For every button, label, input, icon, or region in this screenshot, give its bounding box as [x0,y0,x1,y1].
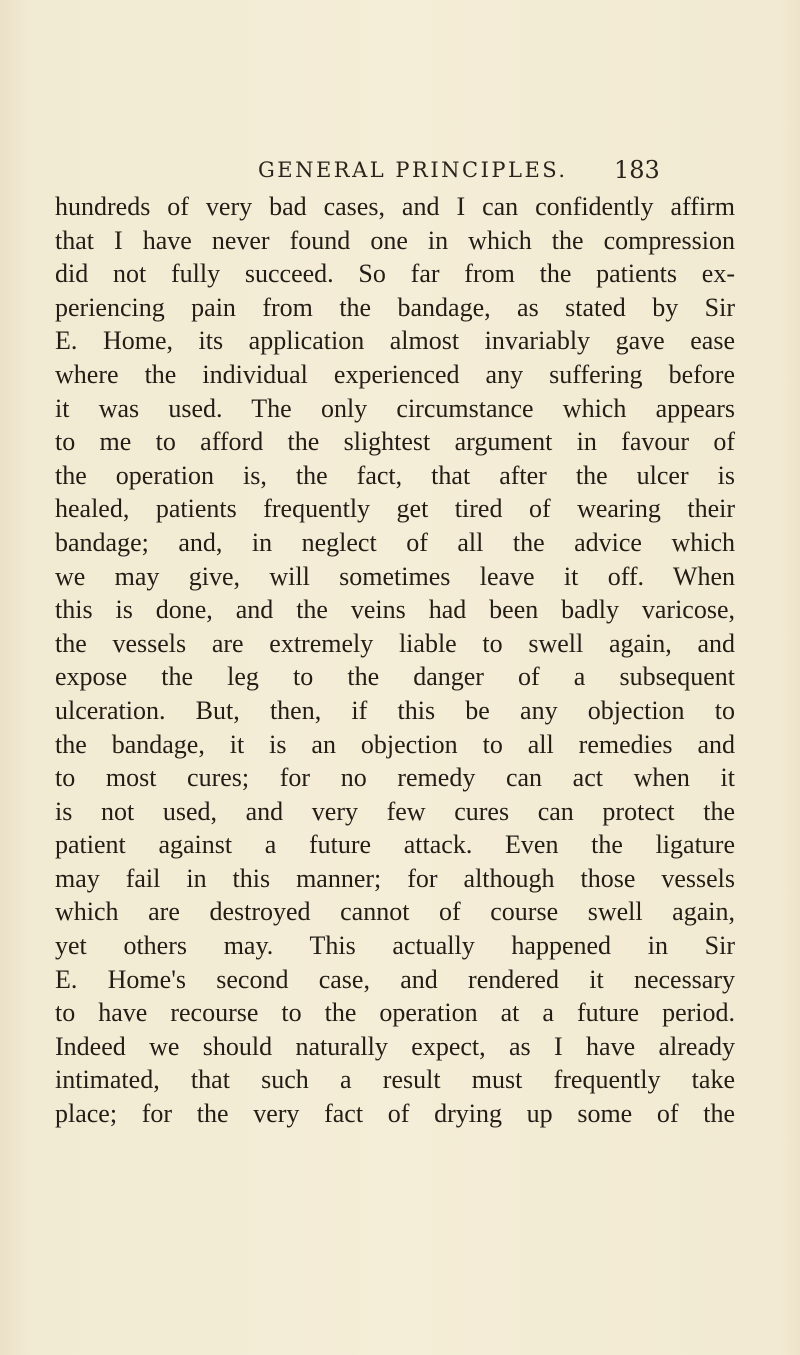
text-line: periencing pain from the bandage, as stated by Sir [55,292,735,322]
text-line: healed, patients frequently get tired of wearing their [55,494,735,524]
text-line: intimated, that such a result must frequently take [55,1065,735,1095]
text-line: to me to afford the slightest argument in favour of [55,427,735,457]
text-line: where the individual experienced any suffering before [55,359,735,389]
text-line: we may give, will sometimes leave it off. When [55,561,735,591]
text-line: the vessels are extremely liable to swell again, and [55,628,735,658]
text-line: E. Home, its application almost invariably gave ease [55,326,735,356]
text-line: it was used. The only circumstance which appears [55,393,735,423]
text-line: hundreds of very bad cases, and I can confidently affirm [55,192,735,221]
text-line: did not fully succeed. So far from the patients ex- [55,259,735,289]
text-line: yet others may. This actually happened in Sir [55,931,735,961]
text-line: this is done, and the veins had been badly varicose, [55,595,735,625]
text-line: which are destroyed cannot of course swell again, [55,897,735,927]
text-line: may fail in this manner; for although those vessels [55,863,735,893]
text-line: patient against a future attack. Even the ligature [55,830,735,860]
text-line: is not used, and very few cures can protect the [55,796,735,826]
text-line: bandage; and, in neglect of all the advice which [55,527,735,557]
text-line: that I have never found one in which the compression [55,225,735,255]
page-number: 183 [614,156,660,184]
text-line: the operation is, the fact, that after the ulcer is [55,460,735,490]
text-line: place; for the very fact of drying up some of the [55,1099,735,1129]
text-line: the bandage, it is an objection to all remedies and [55,729,735,759]
text-line: to have recourse to the operation at a future period. [55,998,735,1028]
text-line: ulceration. But, then, if this be any objection to [55,695,735,725]
running-title: GENERAL PRINCIPLES. [258,158,568,182]
text-line: E. Home's second case, and rendered it necessary [55,964,735,994]
text-line: expose the leg to the danger of a subsequent [55,662,735,692]
body-text [55,190,735,1131]
text-line: to most cures; for no remedy can act when it [55,763,735,793]
text-line: Indeed we should naturally expect, as I have already [55,1031,735,1061]
